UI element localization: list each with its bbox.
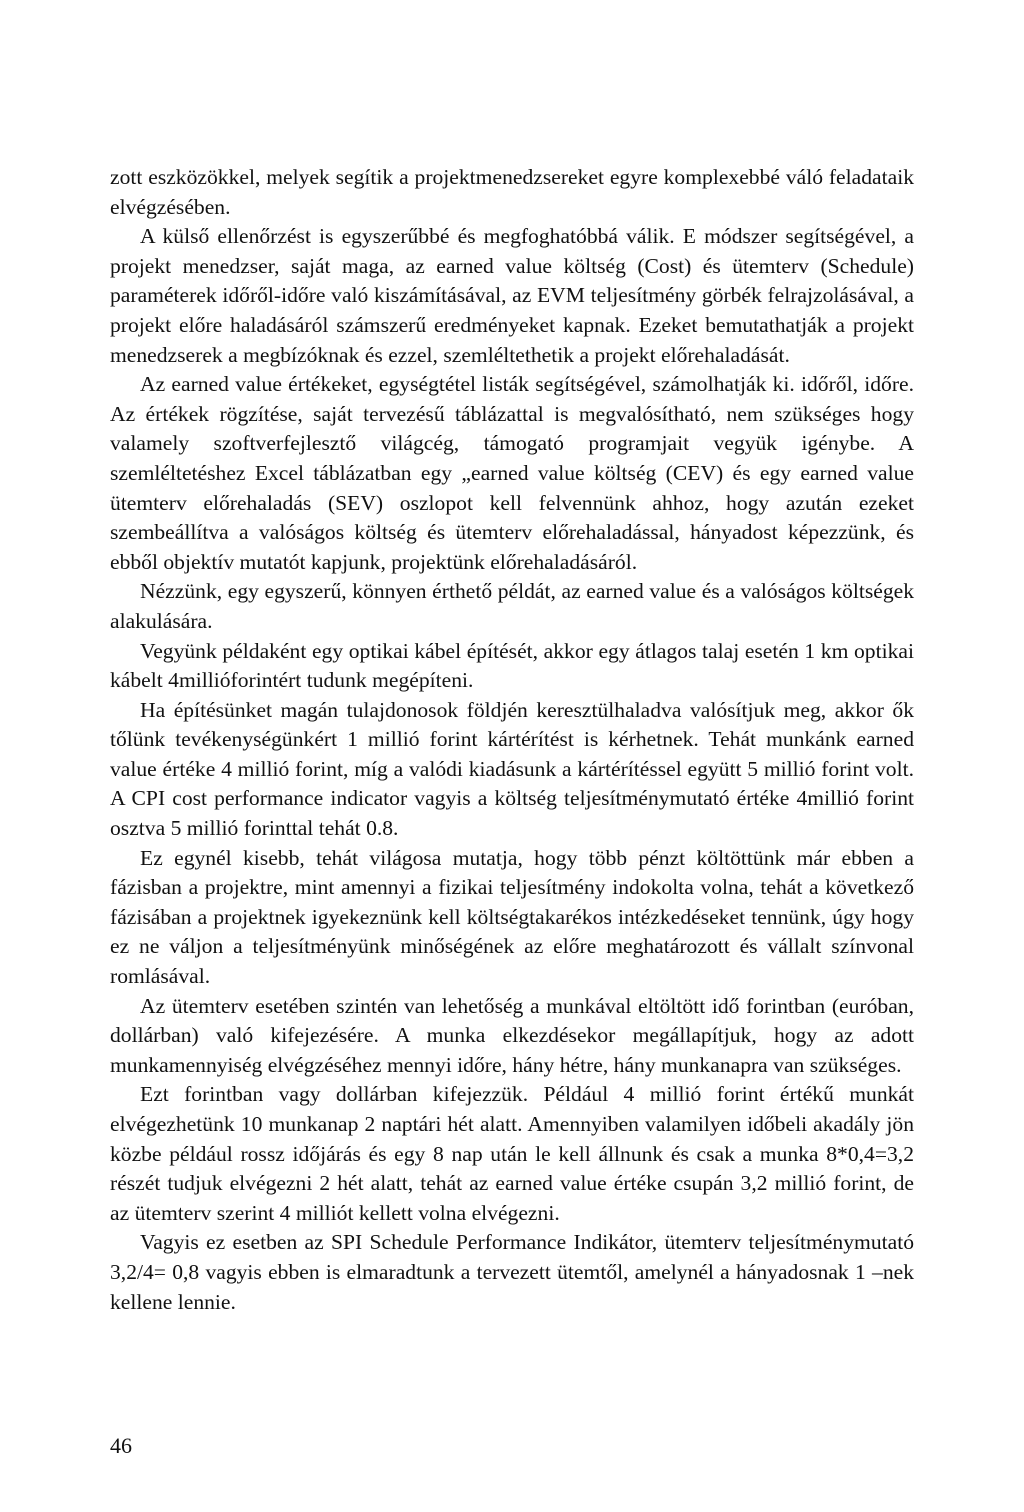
page-number: 46 — [110, 1433, 132, 1458]
paragraph: A külső ellenőrzést is egyszerűbbé és megfoghatóbbá válik. E módszer segítségével, a projekt menedzser, saját maga, az earned value költség (Cost) és ütemterv (Schedule) paraméterek időről-időre való kiszámításával, az EVM teljesítmény görbék felrajzolásával, a projekt előre haladásáról számszerű eredményeket kapnak. Ezeket bemutathatják a projekt menedzserek a megbízóknak és ezzel, szemléltethetik a projekt előrehaladását. — [110, 224, 914, 367]
paragraph: Nézzünk, egy egyszerű, könnyen érthető példát, az earned value és a valóságos költségek alakulására. — [110, 579, 914, 633]
paragraph: Az earned value értékeket, egységtétel listák segítségével, számolhatják ki. időről, időre. Az értékek rögzítése, saját tervezésű táblázattal is megvalósítható, nem szükséges hogy valamely szoftverfejlesztő világcég, támogató programjait vegyük igénybe. A szemléltetéshez Excel táblázatban egy „earned value költség (CEV) és egy earned value ütemterv előrehaladás (SEV) oszlopot kell felvennünk ahhoz, hogy azután ezeket szembeállítva a valóságos költség és ütemterv előrehaladással, hányadost képezzünk, és ebből objektív mutatót kapjunk, projektünk előrehaladásáról. — [110, 372, 914, 574]
paragraph: Vegyünk példaként egy optikai kábel építését, akkor egy átlagos talaj esetén 1 km optikai kábelt 4millióforintért tudunk megépíteni. — [110, 638, 914, 693]
paragraph: Ez egynél kisebb, tehát világosa mutatja, hogy több pénzt költöttünk már ebben a fázisban a projektre, mint amennyi a fizikai teljesítmény indokolta volna, tehát a következő fázisában a projektnek igyekeznünk kell költségtakarékos intézkedéseket tennünk, úgy hogy ez ne váljon a teljesítményünk minőségének az előre meghatározott és vállalt színvonal romlásával. — [110, 845, 914, 989]
paragraph: Az ütemterv esetében szintén van lehetőség a munkával eltöltött idő forintban (euróban, dollárban) való kifejezésére. A munka elkezdésekor megállapítjuk, hogy az adott munkamennyiség elvégzéséhez mennyi időre, hány hétre, hány munkanapra van szükséges. — [110, 993, 914, 1077]
paragraph: zott eszközökkel, melyek segítik a projektmenedzsereket egyre komplexebbé váló feladataik elvégzésében. — [110, 165, 914, 219]
paragraph: Ezt forintban vagy dollárban kifejezzük. Például 4 millió forint értékű munkát elvégezhetünk 10 munkanap 2 naptári hét alatt. Amennyiben valamilyen időbeli akadály jön közbe például rossz időjárás és egy 8 nap után le kell állnunk és csak a munka 8*0,4=3,2 részét tudjuk elvégezni 2 hét alatt, tehát az earned value értéke csupán 3,2 millió forint, de az ütemterv szerint 4 milliót kellett volna elvégezni. — [110, 1082, 914, 1225]
body-text — [110, 163, 914, 1317]
paragraph: Vagyis ez esetben az SPI Schedule Performance Indikátor, ütemterv teljesítménymutató 3,2/4= 0,8 vagyis ebben is elmaradtunk a tervezett ütemtől, amelynél a hányadosnak 1 –nek kellene lennie. — [110, 1230, 914, 1314]
paragraph: Ha építésünket magán tulajdonosok földjén keresztülhaladva valósítjuk meg, akkor ők tőlünk tevékenységünkért 1 millió forint kártérítést is kérhetnek. Tehát munkánk earned value értéke 4 millió forint, míg a valódi kiadásunk a kártérítéssel együtt 5 millió forint volt. A CPI cost performance indicator vagyis a költség teljesítménymutató értéke 4millió forint osztva 5 millió forinttal tehát 0.8. — [110, 697, 914, 841]
